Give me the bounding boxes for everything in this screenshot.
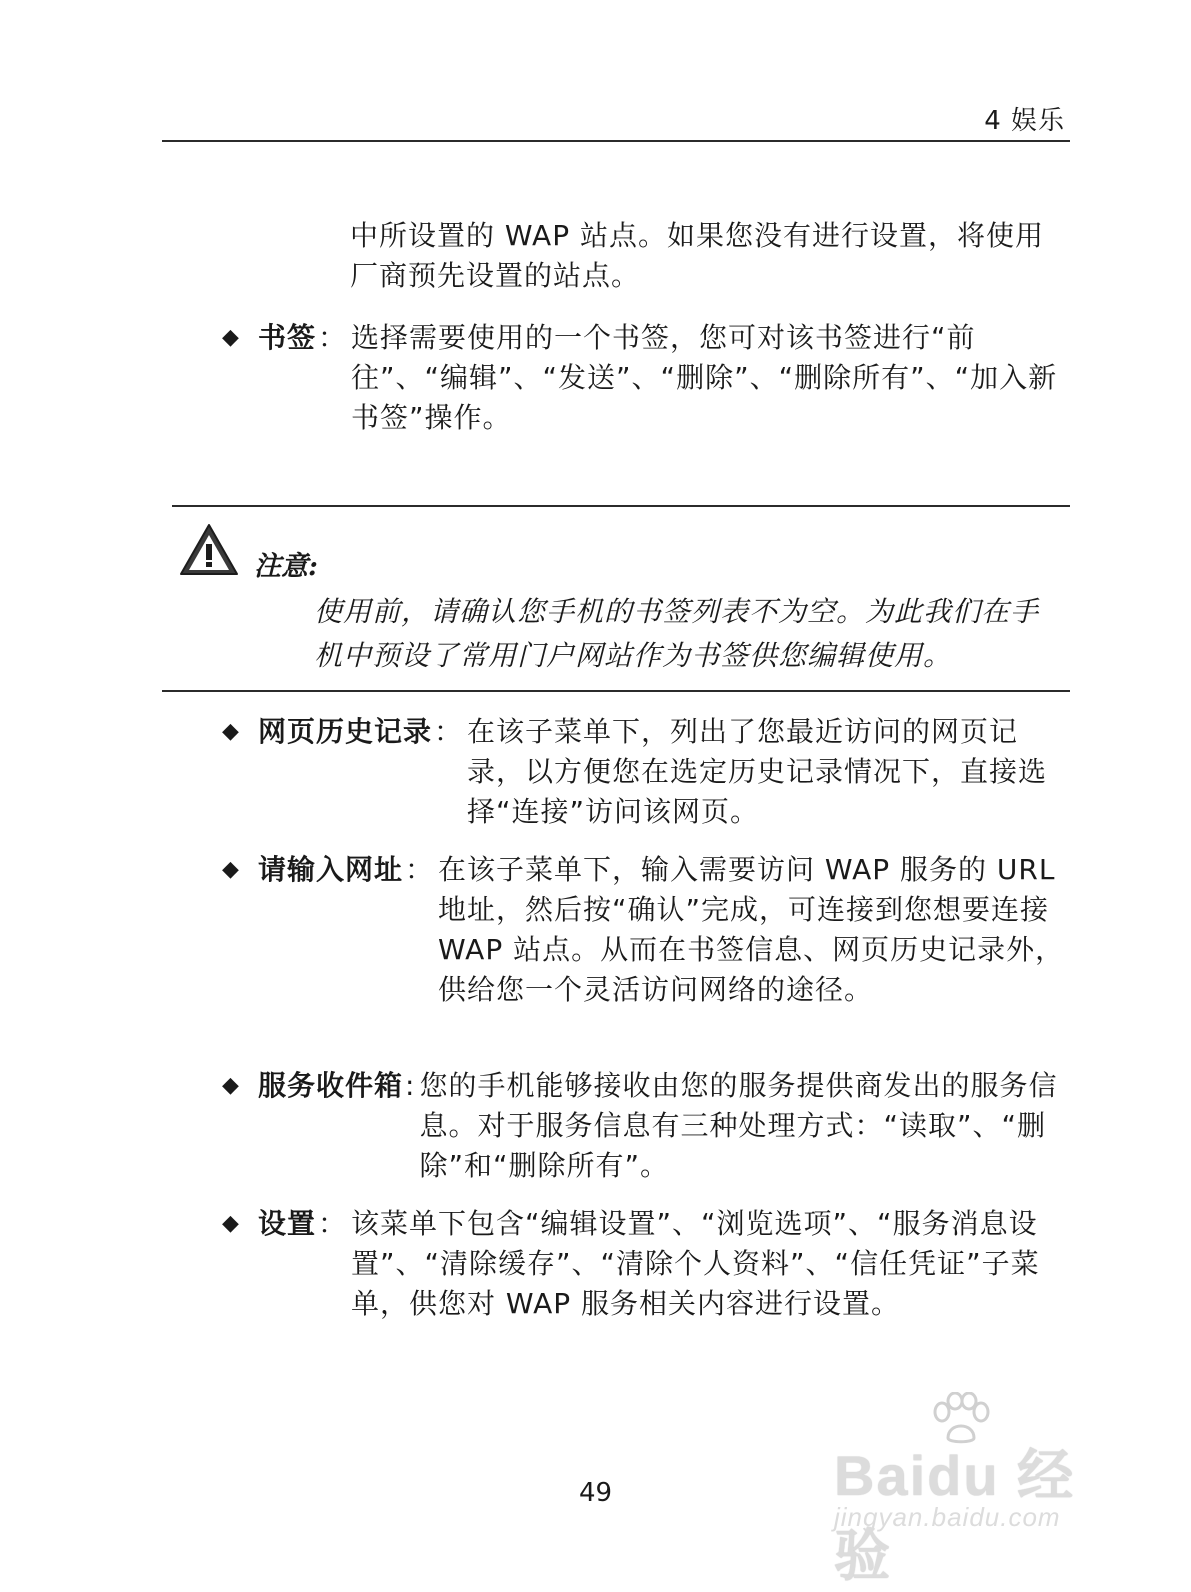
note-text: 使用前，请确认您手机的书签列表不为空。为此我们在手机中预设了常用门户网站作为书签供您编辑使用。 bbox=[314, 595, 1040, 672]
watermark-brand: Baidu 经验 bbox=[834, 1444, 1076, 1587]
diamond-bullet-icon: ◆ bbox=[222, 325, 240, 350]
note-bottom-rule bbox=[162, 690, 1070, 692]
item-description: 您的手机能够接收由您的服务提供商发出的服务信息。对于服务信息有三种处理方式：“读取”、“删除”和“删除所有”。 bbox=[419, 1069, 1058, 1182]
note-top-rule bbox=[172, 505, 1070, 507]
note-title: 注意: bbox=[254, 551, 318, 582]
item-term: 书签 bbox=[258, 321, 317, 354]
item-term: 请输入网址 bbox=[258, 853, 404, 886]
item-term: 设置 bbox=[258, 1207, 317, 1240]
intro-paragraph: 中所设置的 WAP 站点。如果您没有进行设置，将使用厂商预先设置的站点。 bbox=[350, 219, 1044, 292]
list-item-service-inbox bbox=[222, 1066, 1070, 1186]
baidu-watermark bbox=[832, 1392, 1122, 1587]
item-colon: ： bbox=[318, 321, 348, 354]
warning-triangle-icon bbox=[178, 522, 240, 578]
list-item-settings bbox=[222, 1204, 1070, 1324]
item-colon: : bbox=[405, 1069, 416, 1102]
item-colon: ： bbox=[434, 715, 464, 748]
item-description: 在该子菜单下，输入需要访问 WAP 服务的 URL 地址，然后按“确认”完成，可连接到您想要连接 WAP 站点。从而在书签信息、网页历史记录外，供给您一个灵活访问网络的途径。 bbox=[438, 853, 1065, 1006]
item-description: 在该子菜单下，列出了您最近访问的网页记录，以方便您在选定历史记录情况下，直接选择“连接”访问该网页。 bbox=[467, 715, 1048, 828]
list-item-bookmarks bbox=[222, 318, 1070, 438]
list-item-history bbox=[222, 712, 1070, 832]
diamond-bullet-icon: ◆ bbox=[222, 1073, 240, 1098]
item-term: 服务收件箱 bbox=[258, 1069, 404, 1102]
diamond-bullet-icon: ◆ bbox=[222, 1211, 240, 1236]
chapter-header: 4 娱乐 bbox=[984, 106, 1065, 136]
diamond-bullet-icon: ◆ bbox=[222, 719, 240, 744]
item-colon: ： bbox=[405, 853, 435, 886]
header-rule bbox=[162, 140, 1070, 142]
item-term: 网页历史记录 bbox=[258, 715, 433, 748]
list-item-enter-url bbox=[222, 850, 1070, 1010]
diamond-bullet-icon: ◆ bbox=[222, 857, 240, 882]
page-number: 49 bbox=[578, 1478, 613, 1508]
watermark-url: jingyan.baidu.com bbox=[834, 1502, 1061, 1532]
item-colon: ： bbox=[318, 1207, 348, 1240]
item-description: 该菜单下包含“编辑设置”、“浏览选项”、“服务消息设置”、“清除缓存”、“清除个人资料”、“信任凭证”子菜单，供您对 WAP 服务相关内容进行设置。 bbox=[351, 1207, 1040, 1320]
item-description: 选择需要使用的一个书签，您可对该书签进行“前往”、“编辑”、“发送”、“删除”、“删除所有”、“加入新书签”操作。 bbox=[351, 321, 1058, 434]
